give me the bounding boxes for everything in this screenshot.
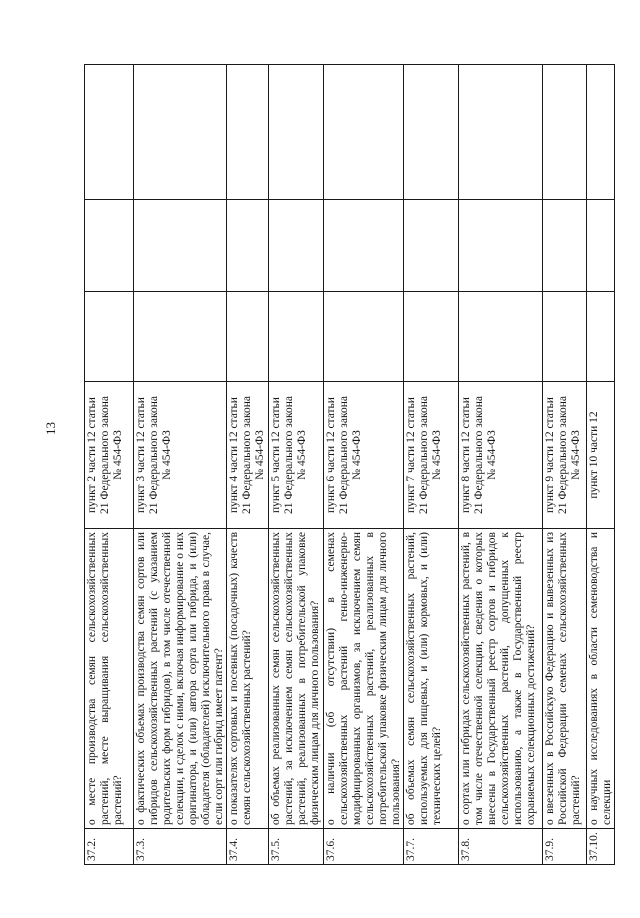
- legal-reference: [324, 382, 404, 529]
- legal-reference-line: № 454-ФЗ: [431, 430, 443, 480]
- legal-reference-line: 21 Федерального закона: [338, 396, 350, 514]
- requirement-text: о показателях сортовых и посевных (посадочных) качеств семян сельскохозяйственных растений?: [227, 529, 269, 829]
- legal-reference-line: № 454-ФЗ: [254, 430, 266, 480]
- empty-cell: [404, 292, 459, 382]
- legal-reference-line: пункт 7 части 12 статьи: [405, 397, 417, 513]
- table-row: [543, 65, 587, 865]
- row-number: 37.9.: [543, 829, 587, 865]
- empty-cell: [324, 65, 404, 200]
- page-number: 13: [43, 422, 58, 435]
- table-row: [324, 65, 404, 865]
- requirement-text: о месте производства семян сельскохозяйственных растений, месте выращивания сельскохозяйственных растений?: [85, 529, 134, 829]
- empty-cell: [85, 292, 134, 382]
- legal-reference-line: 21 Федерального закона: [473, 396, 485, 514]
- empty-cell: [227, 292, 269, 382]
- empty-cell: [543, 65, 587, 200]
- legal-reference: [85, 382, 134, 529]
- legal-reference-line: № 454-ФЗ: [486, 430, 498, 480]
- legal-reference-line: № 454-ФЗ: [161, 430, 173, 480]
- legal-reference: [134, 382, 227, 529]
- empty-cell: [134, 200, 227, 292]
- legal-reference-line: пункт 3 части 12 статьи: [135, 397, 147, 513]
- empty-cell: [134, 65, 227, 200]
- legal-reference: [269, 382, 324, 529]
- empty-cell: [404, 200, 459, 292]
- legal-reference-line: 21 Федерального закона: [557, 396, 569, 514]
- requirement-text: об объемах семян сельскохозяйственных растений, используемых для пищевых, и (или) кормовых, и (или) технических целей?: [404, 529, 459, 829]
- legal-reference-line: пункт 6 части 12 статьи: [325, 397, 337, 513]
- empty-cell: [85, 200, 134, 292]
- empty-cell: [85, 65, 134, 200]
- legal-reference: [459, 382, 543, 529]
- table-row: [227, 65, 269, 865]
- row-number: 37.8.: [459, 829, 543, 865]
- empty-cell: [404, 65, 459, 200]
- row-number: 37.5.: [269, 829, 324, 865]
- legal-reference-line: пункт 2 части 12 статьи: [86, 397, 98, 513]
- requirement-text: о фактических объемах производства семян сортов или гибридов сельскохозяйственных растений (с указанием родительских форм гибридов), в том числе отечественной селекции, и сделок с ними, включая информирование о них оригинатора, и (или) автора сорта или гибрида, и (или) обладателя (обладателей) исключительного права в случае, если сорт или гибрид имеет патент?: [134, 529, 227, 829]
- empty-cell: [587, 292, 615, 382]
- empty-cell: [324, 292, 404, 382]
- table-row: [134, 65, 227, 865]
- legal-reference-line: № 454-ФЗ: [296, 430, 308, 480]
- requirement-text: о ввезенных в Российскую Федерацию и вывезенных из Российской Федерации семенах сельскохозяйственных растений?: [543, 529, 587, 829]
- requirement-text: о наличии (об отсутствии) в семенах сельскохозяйственных растений генно-инженерно-модифицированных организмов, за исключением семян сельскохозяйственных растений, реализованных в потребительской упаковке физическим лицам для личного пользования?: [324, 529, 404, 829]
- legal-reference-line: 21 Федерального закона: [241, 396, 253, 514]
- table-row: [85, 65, 134, 865]
- empty-cell: [543, 200, 587, 292]
- legal-reference-line: пункт 5 части 12 статьи: [270, 397, 282, 513]
- requirement-text: о научных исследованиях в области семеноводства и селекции: [587, 529, 615, 829]
- empty-cell: [459, 65, 543, 200]
- requirement-text: об объемах реализованных семян сельскохозяйственных растений, за исключением семян сельскохозяйственных растений, реализованных в потребительской упаковке физическим лицам для личного пользования?: [269, 529, 324, 829]
- empty-cell: [324, 200, 404, 292]
- legal-reference-line: пункт 10 части 12: [588, 411, 600, 499]
- legal-reference-line: 21 Федерального закона: [418, 396, 430, 514]
- row-number: 37.3.: [134, 829, 227, 865]
- row-number: 37.6.: [324, 829, 404, 865]
- legal-reference-line: 21 Федерального закона: [283, 396, 295, 514]
- empty-cell: [459, 200, 543, 292]
- table-row: [404, 65, 459, 865]
- row-number: 37.10.: [587, 829, 615, 865]
- legal-reference-line: пункт 9 части 12 статьи: [544, 397, 556, 513]
- empty-cell: [269, 200, 324, 292]
- empty-cell: [587, 200, 615, 292]
- empty-cell: [587, 65, 615, 200]
- empty-cell: [269, 292, 324, 382]
- row-number: 37.4.: [227, 829, 269, 865]
- empty-cell: [269, 65, 324, 200]
- table-row: [269, 65, 324, 865]
- empty-cell: [134, 292, 227, 382]
- legal-reference: [587, 382, 615, 529]
- legal-reference-line: 21 Федерального закона: [148, 396, 160, 514]
- empty-cell: [459, 292, 543, 382]
- row-number: 37.7.: [404, 829, 459, 865]
- legal-reference-line: 21 Федерального закона: [99, 396, 111, 514]
- row-number: 37.2.: [85, 829, 134, 865]
- empty-cell: [543, 292, 587, 382]
- empty-cell: [227, 200, 269, 292]
- checklist-table: [84, 64, 615, 865]
- legal-reference-line: № 454-ФЗ: [570, 430, 582, 480]
- legal-reference-line: пункт 4 части 12 статьи: [228, 397, 240, 513]
- legal-reference-line: № 454-ФЗ: [112, 430, 124, 480]
- legal-reference-line: пункт 8 части 12 статьи: [460, 397, 472, 513]
- table-row: [459, 65, 543, 865]
- rotated-page-body: [84, 65, 640, 865]
- legal-reference-line: № 454-ФЗ: [351, 430, 363, 480]
- legal-reference: [404, 382, 459, 529]
- legal-reference: [227, 382, 269, 529]
- requirement-text: о сортах или гибридах сельскохозяйственных растений, в том числе отечественной селекции, сведения о которых внесены в Государственный реестр сортов и гибридов сельскохозяйственных растений, допущенных к использованию, а также в Государственный реестр охраняемых селекционных достижений?: [459, 529, 543, 829]
- legal-reference: [543, 382, 587, 529]
- table-row: [587, 65, 615, 865]
- empty-cell: [227, 65, 269, 200]
